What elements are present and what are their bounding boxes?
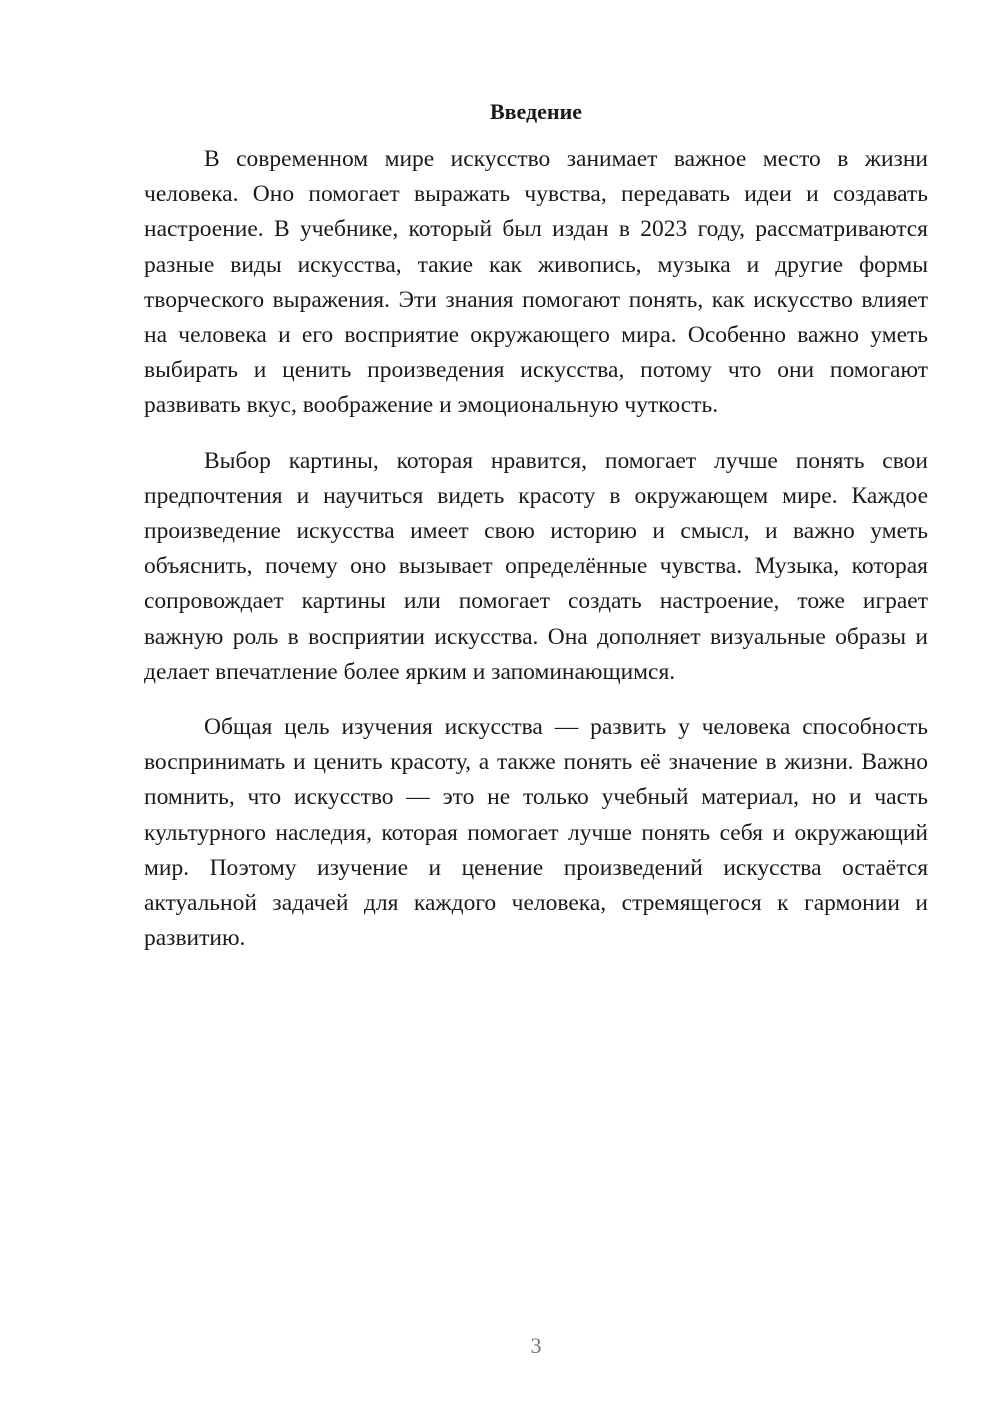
paragraph-1: В современном мире искусство занимает важное место в жизни человека. Оно помогает выражать чувства, передавать идеи и создавать настроение. В учебнике, который был издан в 2023 году, рассматриваются разные виды искусства, такие как живопись, музыка и другие формы творческого выражения. Эти знания помогают понять, как искусство влияет на человека и его восприятие окружающего мира. Особенно важно уметь выбирать и ценить произведения искусства, потому что они помогают развивать вкус, воображение и эмоциональную чуткость. — [144, 146, 928, 419]
paragraph-3: Общая цель изучения искусства — развить у человека способность воспринимать и ценить красоту, а также понять её значение в жизни. Важно помнить, что искусство — это не только учебный материал, но и часть культурного наследия, которая помогает лучше понять себя и окружающий мир. Поэтому изучение и ценение произведений искусства остаётся актуальной задачей для каждого человека, стремящегося к гармонии и развитию. — [144, 714, 928, 952]
body-text — [144, 142, 928, 976]
page-number: 3 — [530, 1333, 542, 1358]
paragraph-2: Выбор картины, которая нравится, помогает лучше понять свои предпочтения и научиться видеть красоту в окружающем мире. Каждое произведение искусства имеет свою историю и смысл, и важно уметь объяснить, почему оно вызывает определённые чувства. Музыка, которая сопровождает картины или помогает создать настроение, тоже играет важную роль в восприятии искусства. Она дополняет визуальные образы и делает впечатление более ярким и запоминающимся. — [144, 447, 928, 685]
section-title: Введение — [489, 99, 583, 124]
